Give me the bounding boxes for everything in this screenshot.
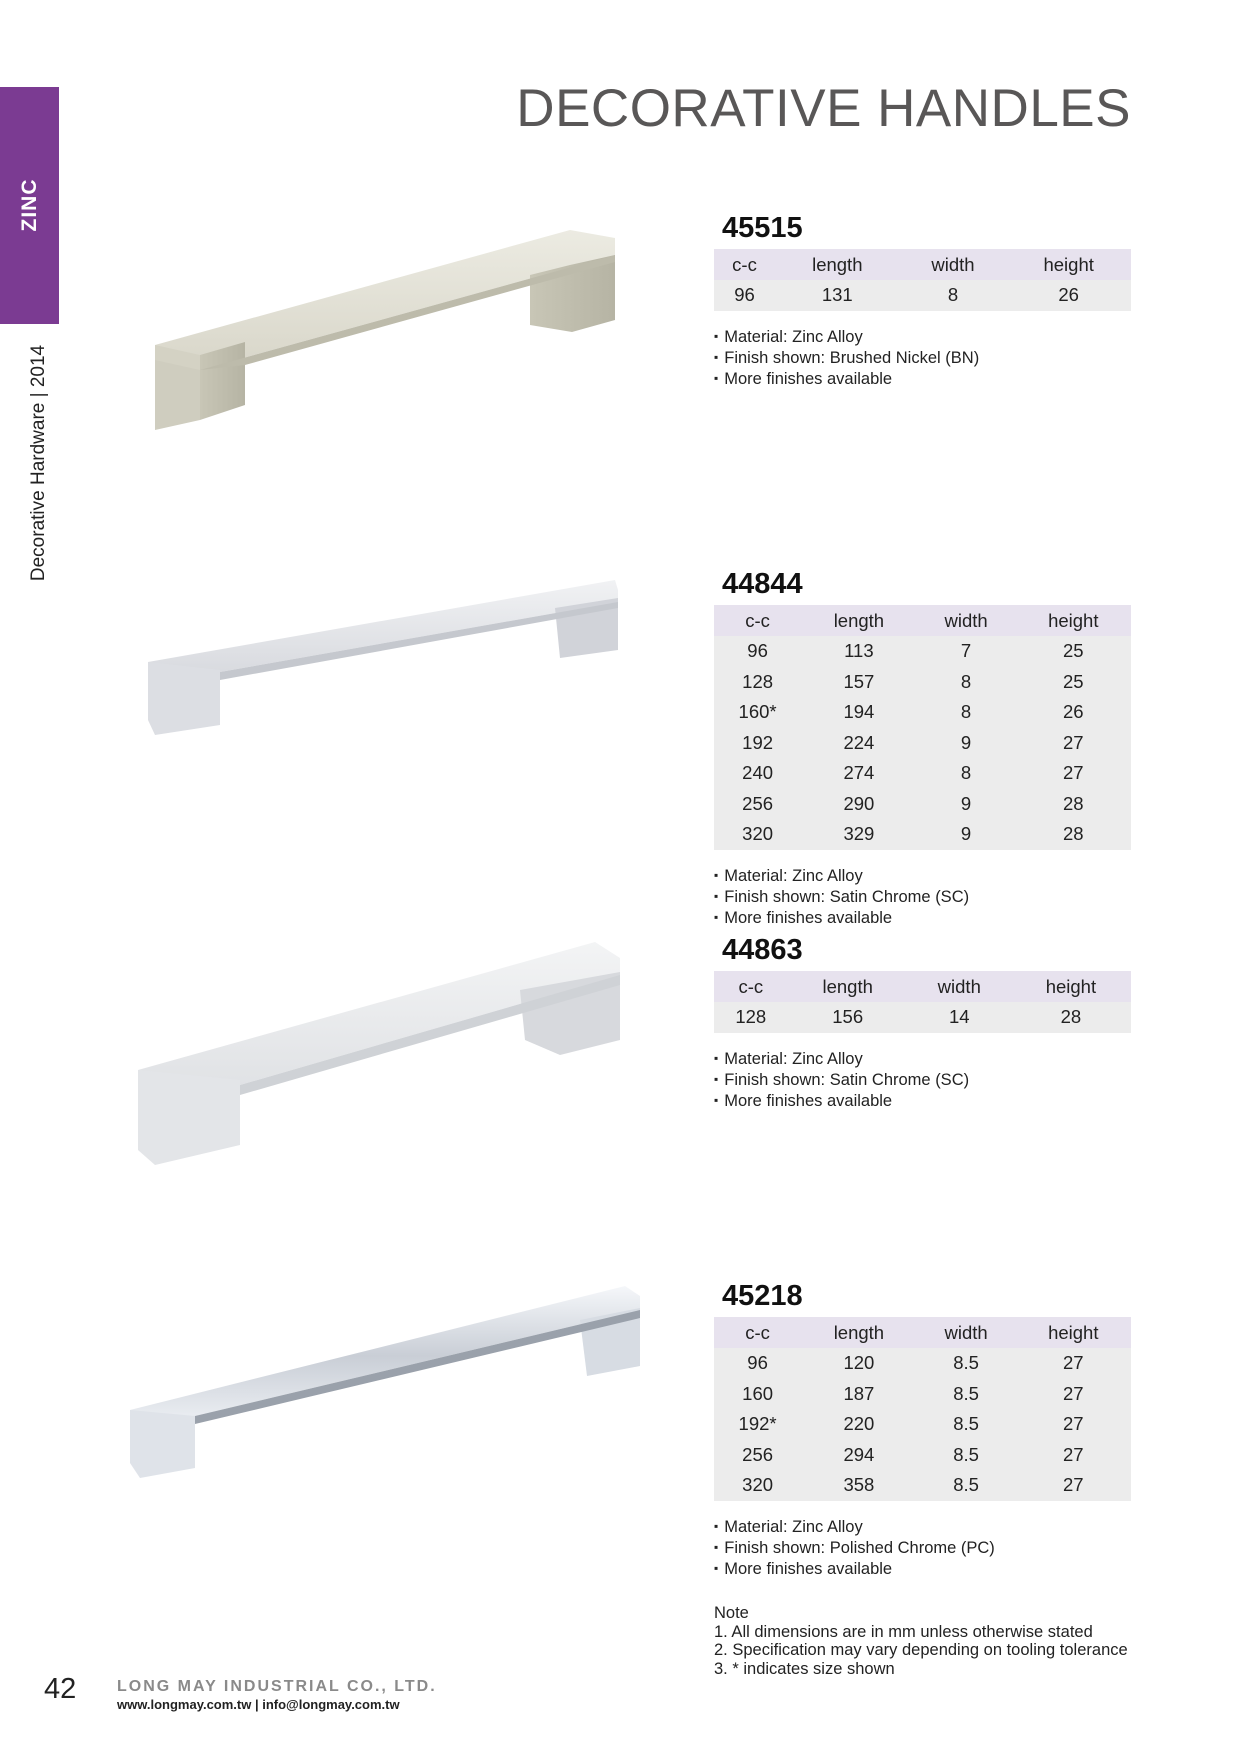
product-44844 xyxy=(714,567,1131,929)
table-row xyxy=(714,1002,1131,1033)
note-line: 3. * indicates size shown xyxy=(714,1659,895,1678)
table-cell: 320 xyxy=(714,1470,801,1501)
table-cell: 96 xyxy=(714,1348,801,1379)
table-cell: 26 xyxy=(1016,697,1131,728)
table-row xyxy=(714,697,1131,728)
feature-item: ▪ Material: Zinc Alloy xyxy=(714,327,1131,348)
table-row xyxy=(714,728,1131,759)
table-cell: 28 xyxy=(1016,789,1131,820)
table-cell: 27 xyxy=(1016,1379,1131,1410)
table-cell: 192* xyxy=(714,1409,801,1440)
product-44863 xyxy=(714,933,1131,1112)
feature-item: ▪ Finish shown: Polished Chrome (PC) xyxy=(714,1538,1131,1559)
table-cell: 192 xyxy=(714,728,801,759)
feature-list xyxy=(714,1049,1131,1112)
table-header-row xyxy=(714,605,1131,636)
table-cell: 240 xyxy=(714,758,801,789)
table-cell: 160* xyxy=(714,697,801,728)
table-cell: 157 xyxy=(801,667,916,698)
brushed-nickel-handle-image xyxy=(140,220,630,445)
table-cell: 8 xyxy=(917,758,1016,789)
column-header: height xyxy=(1011,971,1131,1002)
table-cell: 26 xyxy=(1006,280,1131,311)
column-header: width xyxy=(917,605,1016,636)
table-cell: 220 xyxy=(801,1409,916,1440)
feature-item: ▪ Material: Zinc Alloy xyxy=(714,866,1131,887)
feature-item: ▪ More finishes available xyxy=(714,908,1131,929)
column-header: height xyxy=(1006,249,1131,280)
column-header: length xyxy=(775,249,900,280)
table-cell: 128 xyxy=(714,667,801,698)
spec-table xyxy=(714,971,1131,1033)
product-45218 xyxy=(714,1279,1131,1580)
table-cell: 256 xyxy=(714,789,801,820)
spec-table xyxy=(714,1317,1131,1501)
column-header: c-c xyxy=(714,971,788,1002)
note-title: Note xyxy=(714,1604,749,1622)
table-cell: 187 xyxy=(801,1379,916,1410)
table-row xyxy=(714,789,1131,820)
column-header: length xyxy=(788,971,908,1002)
column-header: c-c xyxy=(714,249,775,280)
product-code: 44863 xyxy=(722,934,803,966)
table-row xyxy=(714,819,1131,850)
page-title: DECORATIVE HANDLES xyxy=(516,79,1131,138)
company-name: LONG MAY INDUSTRIAL CO., LTD. xyxy=(117,1678,437,1695)
feature-item: ▪ More finishes available xyxy=(714,369,1131,390)
running-head: Decorative Hardware | 2014 xyxy=(28,344,49,582)
feature-item: ▪ Finish shown: Brushed Nickel (BN) xyxy=(714,348,1131,369)
table-cell: 290 xyxy=(801,789,916,820)
table-cell: 8 xyxy=(917,697,1016,728)
feature-item: ▪ More finishes available xyxy=(714,1559,1131,1580)
table-cell: 28 xyxy=(1016,819,1131,850)
table-cell: 9 xyxy=(917,789,1016,820)
table-cell: 8.5 xyxy=(917,1440,1016,1471)
spec-table xyxy=(714,605,1131,850)
spec-table xyxy=(714,249,1131,311)
column-header: length xyxy=(801,605,916,636)
column-header: width xyxy=(917,1317,1016,1348)
note-block xyxy=(714,1604,1128,1678)
table-cell: 329 xyxy=(801,819,916,850)
table-cell: 25 xyxy=(1016,636,1131,667)
table-cell: 8.5 xyxy=(917,1379,1016,1410)
contact-info: www.longmay.com.tw | info@longmay.com.tw xyxy=(117,1697,400,1712)
note-line: 2. Specification may vary depending on tooling tolerance xyxy=(714,1641,1128,1659)
product-code: 44844 xyxy=(722,568,803,600)
table-cell: 8.5 xyxy=(917,1470,1016,1501)
table-cell: 8 xyxy=(900,280,1007,311)
page-number: 42 xyxy=(44,1673,77,1705)
table-row xyxy=(714,1409,1131,1440)
table-cell: 156 xyxy=(788,1002,908,1033)
table-cell: 160 xyxy=(714,1379,801,1410)
table-cell: 8 xyxy=(917,667,1016,698)
table-cell: 120 xyxy=(801,1348,916,1379)
feature-item: ▪ Material: Zinc Alloy xyxy=(714,1049,1131,1070)
table-cell: 27 xyxy=(1016,1348,1131,1379)
table-cell: 194 xyxy=(801,697,916,728)
column-header: width xyxy=(900,249,1007,280)
table-cell: 358 xyxy=(801,1470,916,1501)
table-cell: 131 xyxy=(775,280,900,311)
table-cell: 27 xyxy=(1016,1440,1131,1471)
table-cell: 113 xyxy=(801,636,916,667)
table-cell: 27 xyxy=(1016,728,1131,759)
feature-item: ▪ Material: Zinc Alloy xyxy=(714,1517,1131,1538)
feature-item: ▪ More finishes available xyxy=(714,1091,1131,1112)
satin-chrome-wide-handle-image xyxy=(130,930,630,1180)
table-header-row xyxy=(714,249,1131,280)
table-row xyxy=(714,1470,1131,1501)
table-header-row xyxy=(714,1317,1131,1348)
table-row xyxy=(714,758,1131,789)
table-cell: 27 xyxy=(1016,758,1131,789)
product-code: 45218 xyxy=(722,1280,803,1312)
table-cell: 256 xyxy=(714,1440,801,1471)
table-cell: 96 xyxy=(714,280,775,311)
polished-chrome-handle-image xyxy=(125,1268,645,1493)
feature-item: ▪ Finish shown: Satin Chrome (SC) xyxy=(714,887,1131,908)
feature-item: ▪ Finish shown: Satin Chrome (SC) xyxy=(714,1070,1131,1091)
table-cell: 320 xyxy=(714,819,801,850)
table-cell: 14 xyxy=(908,1002,1011,1033)
table-cell: 27 xyxy=(1016,1409,1131,1440)
table-cell: 25 xyxy=(1016,667,1131,698)
product-code: 45515 xyxy=(722,212,803,244)
table-cell: 224 xyxy=(801,728,916,759)
column-header: length xyxy=(801,1317,916,1348)
table-cell: 8.5 xyxy=(917,1348,1016,1379)
column-header: c-c xyxy=(714,1317,801,1348)
table-row xyxy=(714,636,1131,667)
table-row xyxy=(714,1440,1131,1471)
table-row xyxy=(714,1379,1131,1410)
column-header: width xyxy=(908,971,1011,1002)
product-45515 xyxy=(714,211,1131,390)
table-cell: 274 xyxy=(801,758,916,789)
table-cell: 7 xyxy=(917,636,1016,667)
column-header: c-c xyxy=(714,605,801,636)
table-cell: 9 xyxy=(917,728,1016,759)
feature-list xyxy=(714,866,1131,929)
satin-chrome-handle-image xyxy=(140,570,630,745)
table-cell: 28 xyxy=(1011,1002,1131,1033)
table-cell: 27 xyxy=(1016,1470,1131,1501)
table-cell: 128 xyxy=(714,1002,788,1033)
table-cell: 9 xyxy=(917,819,1016,850)
feature-list xyxy=(714,1517,1131,1580)
table-cell: 96 xyxy=(714,636,801,667)
table-row xyxy=(714,280,1131,311)
column-header: height xyxy=(1016,605,1131,636)
side-tab-label: ZINC xyxy=(18,178,41,232)
table-cell: 294 xyxy=(801,1440,916,1471)
feature-list xyxy=(714,327,1131,390)
table-header-row xyxy=(714,971,1131,1002)
table-row xyxy=(714,667,1131,698)
column-header: height xyxy=(1016,1317,1131,1348)
note-line: 1. All dimensions are in mm unless otherwise stated xyxy=(714,1622,1093,1641)
table-row xyxy=(714,1348,1131,1379)
table-cell: 8.5 xyxy=(917,1409,1016,1440)
